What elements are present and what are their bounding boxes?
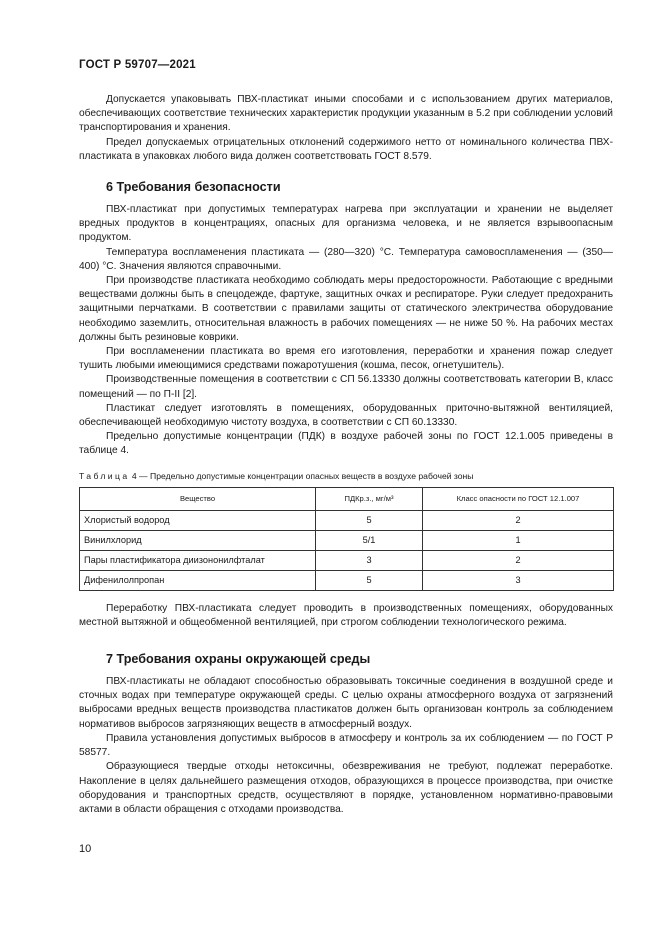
substance-cell: Винилхлорид (80, 530, 316, 550)
paragraph: При воспламенении пластиката во время его изготовления, переработки и хранения пожар следует тушить любыми имеющимися средствами пожаротушения (кошма, песок, огнетушитель). (79, 346, 613, 372)
column-header: Класс опасности по ГОСТ 12.1.007 (423, 487, 614, 510)
hazard-table (79, 487, 614, 591)
document-header: ГОСТ Р 59707—2021 (79, 59, 196, 71)
table-caption-text: 4 — Предельно допустимые концентрации опасных веществ в воздухе рабочей зоны (129, 470, 474, 481)
table-row (80, 570, 614, 590)
hazard-class-cell: 2 (423, 550, 614, 570)
pdk-cell: 5/1 (316, 530, 423, 550)
paragraph: Температура воспламенения пластиката — (280—320) °С. Температура самовоспламенения — (350—400) °С. Значения являются справочными. (79, 246, 613, 272)
page-content (79, 93, 613, 817)
paragraph: Предел допускаемых отрицательных отклонений содержимого нетто от номинального количества ПВХ-пластиката в упаковках любого вида должен соответствовать ГОСТ 8.579. (79, 136, 613, 162)
pdk-cell: 3 (316, 550, 423, 570)
section-6-title: 6 Требования безопасности (106, 180, 281, 195)
table-header-row (80, 487, 614, 510)
table-row (80, 550, 614, 570)
paragraph: Правила установления допустимых выбросов в атмосферу и контроль за их соблюдением — по ГОСТ Р 58577. (79, 732, 613, 759)
column-header: Вещество (80, 487, 316, 510)
paragraph: Допускается упаковывать ПВХ-пластикат иными способами и с использованием других материалов, обеспечивающих соответствие технических характеристик продукции указанным в 5.2 при соблюдении условий транспортирования и хранения. (79, 94, 613, 134)
paragraph: ПВХ-пластикат при допустимых температурах нагрева при эксплуатации и хранении не выделяет вредных продуктов в концентрациях, опасных для организма человека, и не является взрывоопасным продуктом. (79, 204, 613, 244)
paragraph: Производственные помещения в соответствии с СП 56.13330 должны соответствовать категории В, класс помещений — по П-II [2]. (79, 374, 613, 400)
section-7-title: 7 Требования охраны окружающей среды (106, 652, 371, 667)
substance-cell: Хлористый водород (80, 510, 316, 530)
page-number: 10 (79, 843, 92, 855)
substance-cell: Дифенилолпропан (80, 570, 316, 590)
table-row (80, 530, 614, 550)
table-row (80, 510, 614, 530)
paragraph: Предельно допустимые концентрации (ПДК) в воздухе рабочей зоны по ГОСТ 12.1.005 приведены в таблице 4. (79, 431, 613, 457)
pdk-cell: 5 (316, 510, 423, 530)
paragraph: ПВХ-пластикаты не обладают способностью образовывать токсичные соединения в воздушной среде и сточных водах при температуре окружающей среды. С целью охраны атмосферного воздуха от загрязнений выбросами вредных веществ производства пластикатов должен быть организован контроль за соблюдением нормативов выбросов загрязняющих веществ в атмосферный воздух. (79, 676, 613, 730)
paragraph: Переработку ПВХ-пластиката следует проводить в производственных помещениях, оборудованных местной вытяжной и общеобменной вентиляцией, при строгом соблюдении технологического режима. (79, 602, 613, 628)
hazard-class-cell: 2 (423, 510, 614, 530)
table-caption-label: Таблица (79, 470, 130, 481)
substance-cell: Пары пластификатора диизононилфталат (80, 550, 316, 570)
paragraph: При производстве пластиката необходимо соблюдать меры предосторожности. Работающие с вредными веществами должны быть в спецодежде, фартуке, защитных очках и респираторе. Руки следует предохранить защитными перчатками. В соответствии с правилами защиты от статического электричества оборудование необходимо заземлить, относительная влажность в рабочих помещениях — не ниже 50 %. На рабочих местах должны быть резиновые коврики. (79, 275, 613, 343)
table-caption (79, 470, 613, 482)
paragraph: Образующиеся твердые отходы нетоксичны, обезвреживания не требуют, подлежат переработке. Накопление в целях дальнейшего размещения отходов, образующихся в процессе производства, при очистке оборудования и транспортных средств, осуществляют в порядке, установленном нормативно-правовыми актами в области обращения с отходами производства. (79, 761, 613, 815)
hazard-class-cell: 1 (423, 530, 614, 550)
column-header: ПДКр.з., мг/м³ (316, 487, 423, 510)
pdk-cell: 5 (316, 570, 423, 590)
hazard-class-cell: 3 (423, 570, 614, 590)
paragraph: Пластикат следует изготовлять в помещениях, оборудованных приточно-вытяжной вентиляцией, обеспечивающей необходимую чистоту воздуха, в соответствии с СП 60.13330. (79, 402, 613, 429)
